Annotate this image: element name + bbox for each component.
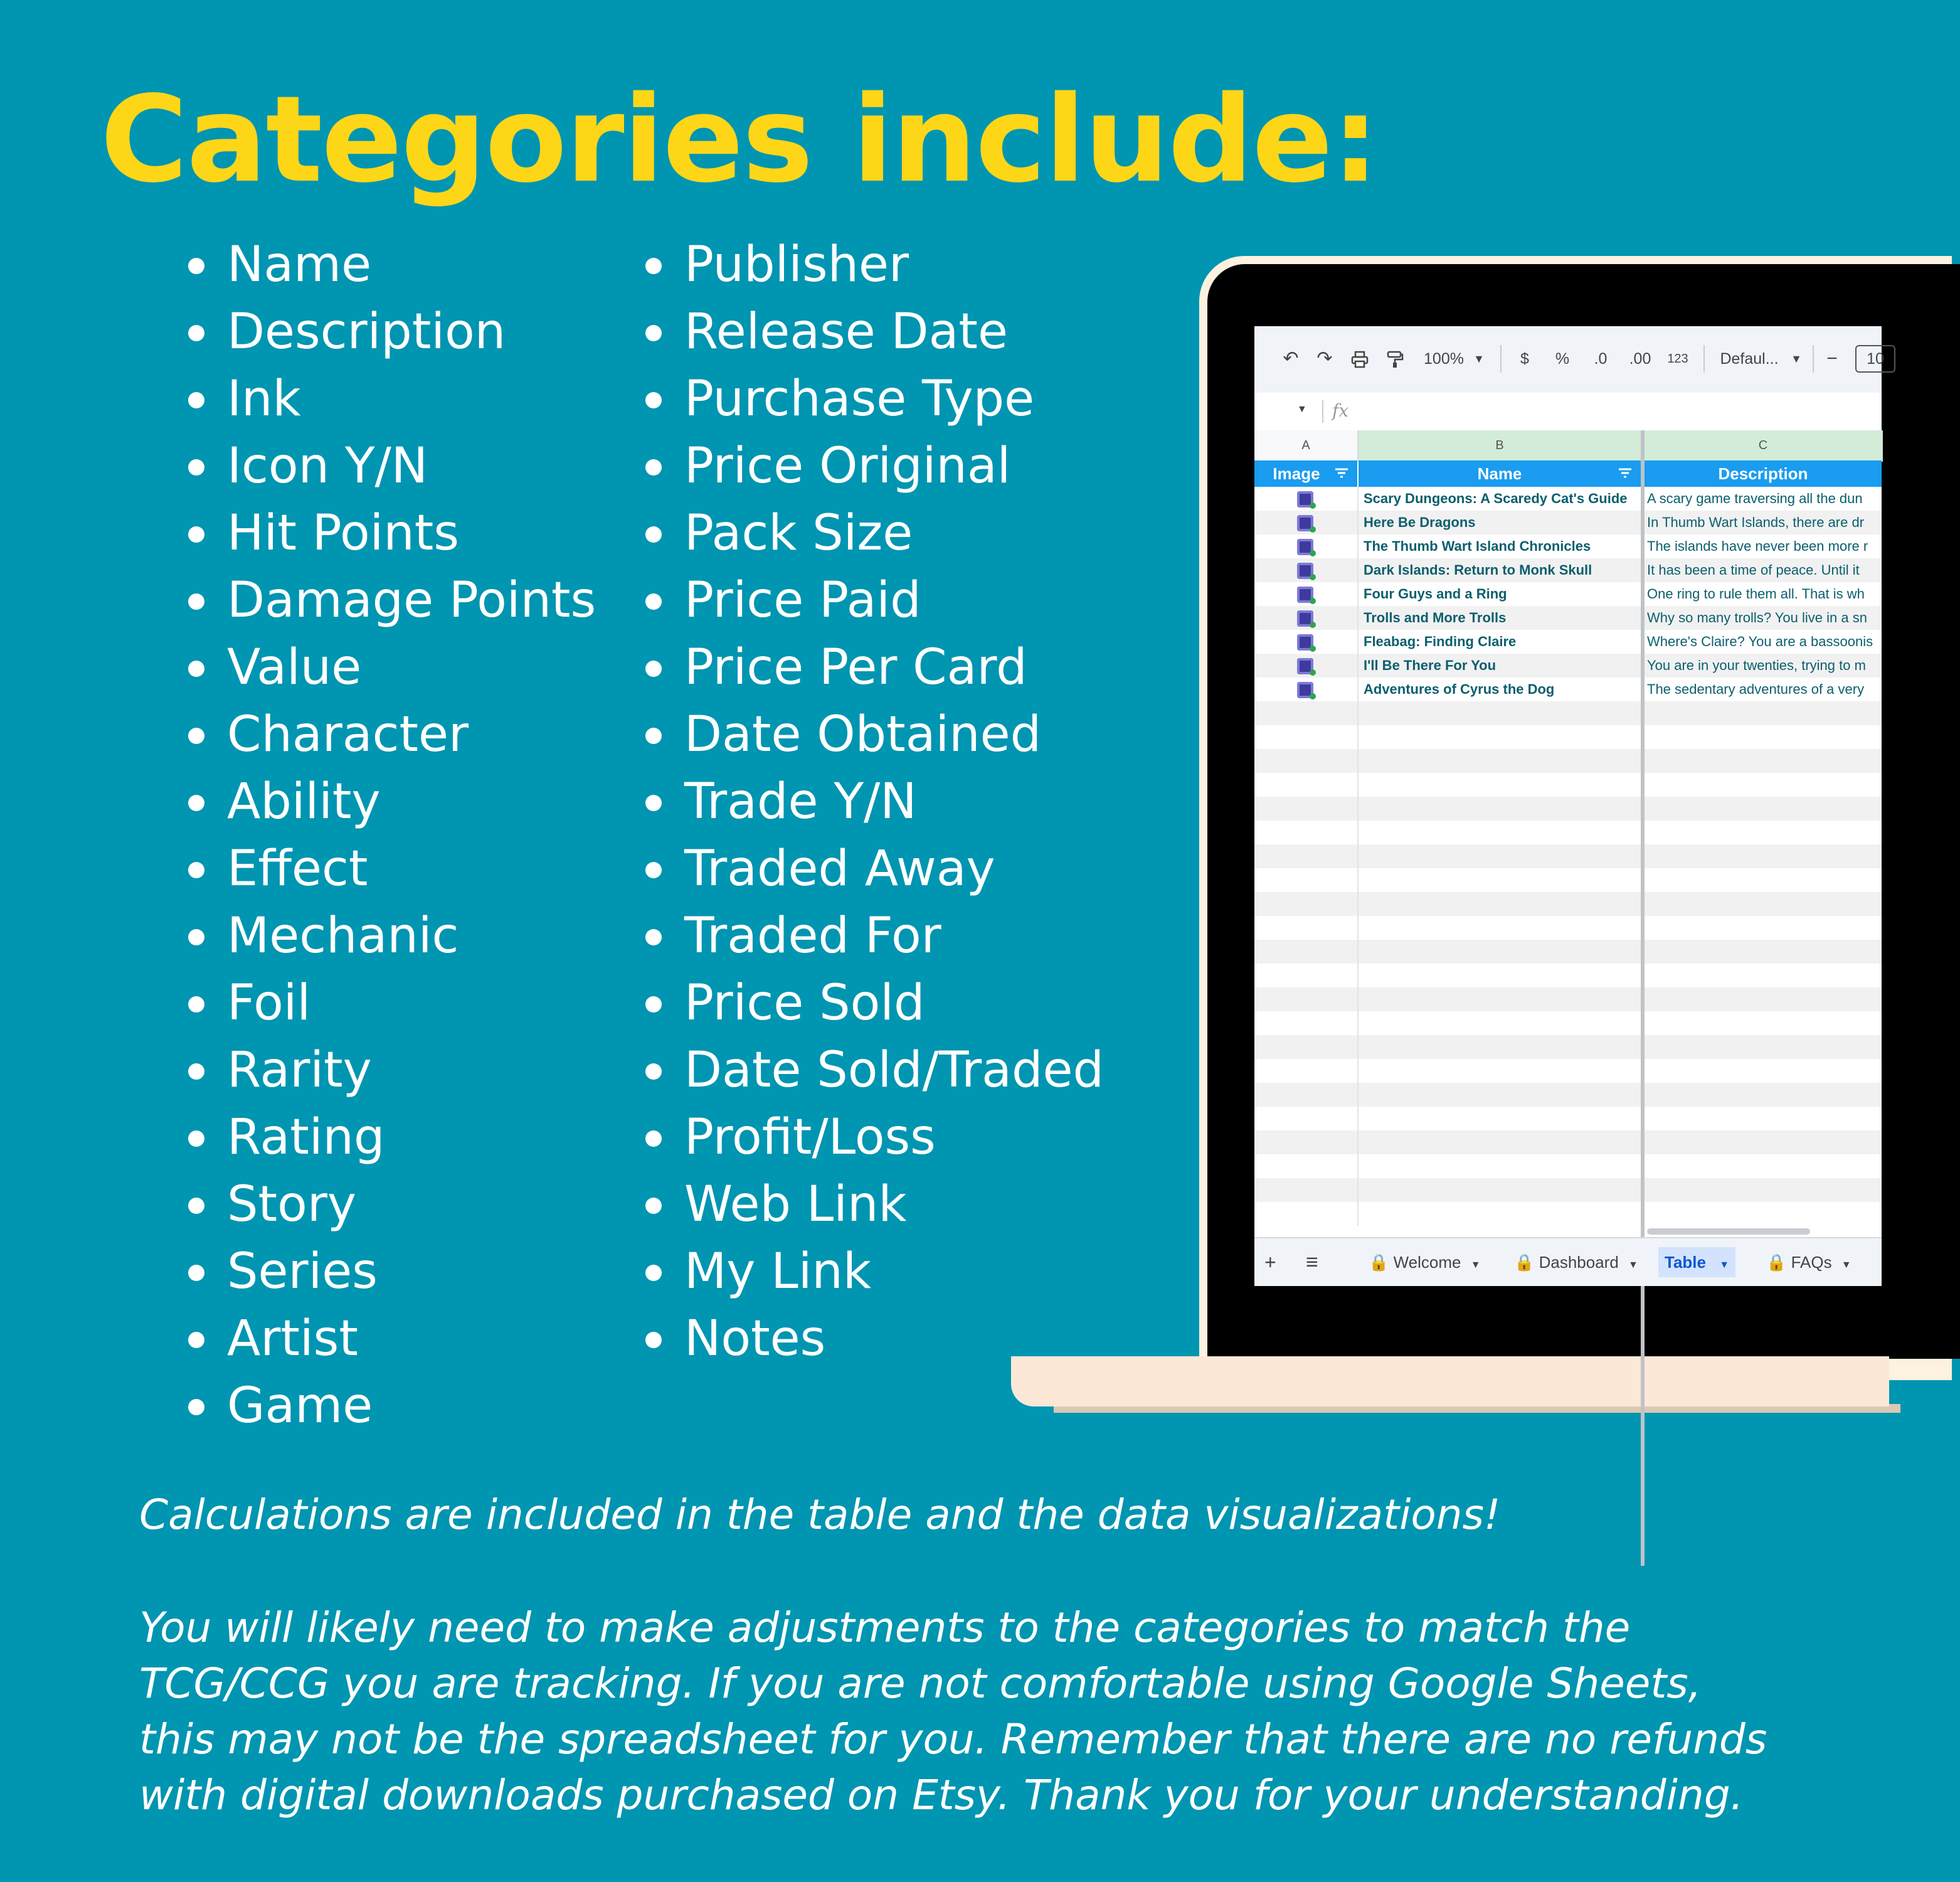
description-cell[interactable] (1645, 1202, 1882, 1226)
zoom-select[interactable] (1419, 345, 1469, 373)
category-item: Series (188, 1238, 596, 1305)
category-item: Damage Points (188, 567, 596, 634)
table-row[interactable] (1254, 773, 1882, 797)
description-cell[interactable] (1645, 1083, 1882, 1107)
image-cell[interactable] (1254, 678, 1359, 701)
name-cell[interactable] (1359, 701, 1640, 725)
column-header-a[interactable]: A (1254, 430, 1359, 462)
image-cell[interactable] (1254, 987, 1359, 1011)
tab-label: Dashboard (1539, 1253, 1619, 1272)
toolbar-divider (1703, 345, 1705, 373)
table-row[interactable] (1254, 1107, 1882, 1130)
table-row[interactable] (1254, 1011, 1882, 1035)
chevron-down-icon[interactable]: ▼ (1719, 1260, 1730, 1270)
image-cell[interactable] (1254, 534, 1359, 558)
table-header-image[interactable] (1254, 460, 1357, 487)
table-row[interactable] (1254, 1130, 1882, 1154)
description-cell[interactable] (1645, 821, 1882, 844)
table-row[interactable] (1254, 487, 1882, 511)
name-cell[interactable] (1359, 1083, 1640, 1107)
card-thumbnail-icon (1297, 610, 1313, 627)
chevron-down-icon[interactable]: ▼ (1470, 1260, 1481, 1270)
category-item: Rating (188, 1104, 596, 1171)
category-item: Date Obtained (645, 701, 1104, 768)
name-cell[interactable] (1359, 1011, 1640, 1035)
card-thumbnail-icon (1297, 515, 1313, 531)
name-box-chevron-down-icon[interactable]: ▼ (1297, 404, 1307, 415)
image-cell[interactable] (1254, 701, 1359, 725)
category-item: Artist (188, 1305, 596, 1373)
table-row[interactable] (1254, 964, 1882, 987)
category-item: Traded Away (645, 836, 1104, 903)
image-cell[interactable] (1254, 1035, 1359, 1059)
description-cell[interactable]: Why so many trolls? You live in a sn (1647, 610, 1867, 625)
disclaimer-line: TCG/CCG you are tracking. If you are not comfortable using Google Sheets, (139, 1659, 1702, 1708)
description-cell[interactable] (1645, 1059, 1882, 1083)
category-item: Trade Y/N (645, 768, 1104, 836)
name-cell[interactable] (1359, 797, 1640, 821)
card-thumbnail-icon (1297, 658, 1313, 674)
category-item: Game (188, 1373, 596, 1440)
image-cell[interactable] (1254, 630, 1359, 654)
category-item: Hit Points (188, 500, 596, 567)
category-item: Description (188, 299, 596, 366)
description-cell[interactable] (1645, 725, 1882, 749)
description-cell[interactable] (1645, 892, 1882, 916)
font-select[interactable]: Defaul... (1720, 350, 1779, 368)
paint-format-icon[interactable] (1382, 345, 1407, 373)
card-thumbnail-icon (1297, 563, 1313, 579)
description-cell[interactable]: A scary game traversing all the dun (1647, 491, 1863, 506)
table-row[interactable] (1254, 630, 1882, 654)
image-cell[interactable] (1254, 797, 1359, 821)
zoom-chevron-down-icon[interactable]: ▼ (1473, 353, 1485, 365)
table-row[interactable] (1254, 511, 1882, 534)
category-item: Date Sold/Traded (645, 1037, 1104, 1104)
image-cell[interactable] (1254, 1011, 1359, 1035)
image-cell[interactable] (1254, 1059, 1359, 1083)
description-cell[interactable]: The sedentary adventures of a very (1647, 681, 1865, 697)
lock-icon: 🔒 (1514, 1253, 1535, 1272)
name-cell[interactable] (1359, 987, 1640, 1011)
table-row[interactable] (1254, 678, 1882, 701)
decrease-font-size-button[interactable]: − (1826, 348, 1838, 369)
table-row[interactable] (1254, 582, 1882, 606)
name-cell[interactable]: Scary Dungeons: A Scaredy Cat's Guide (1364, 491, 1628, 506)
calculations-note: Calculations are included in the table and the data visualizations! (139, 1491, 1501, 1539)
chevron-down-icon[interactable]: ▼ (1628, 1260, 1638, 1270)
description-cell[interactable] (1645, 773, 1882, 797)
image-cell[interactable] (1254, 725, 1359, 749)
image-cell[interactable] (1254, 1154, 1359, 1178)
image-cell[interactable] (1254, 1107, 1359, 1130)
image-cell[interactable] (1254, 487, 1359, 511)
toolbar-divider (1500, 345, 1502, 373)
filter-icon[interactable] (1618, 468, 1632, 479)
card-thumbnail-icon (1297, 539, 1313, 555)
category-item: Price Sold (645, 970, 1104, 1037)
category-item: Value (188, 634, 596, 701)
name-cell[interactable] (1359, 773, 1640, 797)
name-cell[interactable]: Trolls and More Trolls (1364, 610, 1507, 625)
name-cell[interactable]: Here Be Dragons (1364, 514, 1476, 530)
toolbar-divider (1813, 345, 1814, 373)
name-cell[interactable] (1359, 916, 1640, 940)
tab-label: FAQs (1791, 1253, 1832, 1272)
sheet-toolbar (1254, 326, 1882, 393)
image-cell[interactable] (1254, 892, 1359, 916)
name-cell[interactable] (1359, 821, 1640, 844)
image-cell[interactable] (1254, 1202, 1359, 1226)
table-row[interactable] (1254, 654, 1882, 678)
name-cell[interactable] (1359, 1154, 1640, 1178)
category-item: Profit/Loss (645, 1104, 1104, 1171)
print-icon[interactable] (1346, 345, 1374, 373)
category-item: Price Paid (645, 567, 1104, 634)
category-item: Purchase Type (645, 366, 1104, 433)
image-cell[interactable] (1254, 749, 1359, 773)
tab-label: Welcome (1393, 1253, 1461, 1272)
category-item: Foil (188, 970, 596, 1037)
categories-list-right (645, 231, 1104, 1373)
description-cell[interactable]: It has been a time of peace. Until it (1647, 562, 1860, 578)
card-thumbnail-icon (1297, 682, 1313, 698)
increase-decimal-button[interactable]: .00 (1629, 350, 1651, 368)
table-row[interactable] (1254, 749, 1882, 773)
table-row[interactable] (1254, 821, 1882, 844)
spreadsheet-window (1254, 326, 1882, 1285)
name-cell[interactable]: I'll Be There For You (1364, 657, 1496, 673)
table-row[interactable] (1254, 1202, 1882, 1226)
horizontal-scrollbar[interactable] (1647, 1228, 1810, 1235)
name-cell[interactable] (1359, 1059, 1640, 1083)
table-row[interactable] (1254, 940, 1882, 964)
formula-divider (1322, 400, 1323, 423)
card-thumbnail-icon (1297, 587, 1313, 603)
category-item: Mechanic (188, 903, 596, 970)
category-item: Price Original (645, 433, 1104, 500)
image-cell[interactable] (1254, 582, 1359, 606)
description-cell[interactable]: Where's Claire? You are a bassoonis (1647, 634, 1873, 649)
description-cell[interactable]: The islands have never been more r (1647, 538, 1868, 554)
header-label: Name (1477, 464, 1522, 483)
image-cell[interactable] (1254, 940, 1359, 964)
name-cell[interactable]: Fleabag: Finding Claire (1364, 634, 1517, 649)
tab-faqs[interactable] (1760, 1247, 1858, 1277)
chevron-down-icon[interactable]: ▼ (1841, 1260, 1851, 1270)
image-cell[interactable] (1254, 868, 1359, 892)
category-item: Effect (188, 836, 596, 903)
table-row[interactable] (1254, 916, 1882, 940)
name-cell[interactable] (1359, 892, 1640, 916)
font-chevron-down-icon[interactable]: ▼ (1791, 353, 1802, 365)
category-item: Icon Y/N (188, 433, 596, 500)
currency-format-button[interactable]: $ (1520, 350, 1529, 368)
table-row[interactable] (1254, 1083, 1882, 1107)
image-cell[interactable] (1254, 511, 1359, 534)
table-row[interactable] (1254, 892, 1882, 916)
description-cell[interactable]: You are in your twenties, trying to m (1647, 657, 1866, 673)
table-row[interactable] (1254, 1178, 1882, 1202)
description-cell[interactable] (1645, 797, 1882, 821)
image-cell[interactable] (1254, 654, 1359, 678)
table-row[interactable] (1254, 534, 1882, 558)
category-item: Story (188, 1171, 596, 1238)
description-cell[interactable] (1645, 701, 1882, 725)
description-cell[interactable] (1645, 844, 1882, 868)
category-item: Character (188, 701, 596, 768)
category-item: Ability (188, 768, 596, 836)
category-item: Pack Size (645, 500, 1104, 567)
description-cell[interactable]: In Thumb Wart Islands, there are dr (1647, 514, 1865, 530)
page-heading: Categories include: (100, 70, 1379, 209)
image-cell[interactable] (1254, 606, 1359, 630)
table-row[interactable] (1254, 701, 1882, 725)
category-item: Traded For (645, 903, 1104, 970)
name-cell[interactable] (1359, 940, 1640, 964)
table-row[interactable] (1254, 987, 1882, 1011)
table-row[interactable] (1254, 797, 1882, 821)
redo-icon[interactable]: ↷ (1316, 348, 1333, 369)
name-cell[interactable]: Dark Islands: Return to Monk Skull (1364, 562, 1592, 578)
column-header-b[interactable]: B (1359, 430, 1642, 462)
sheet-tab-bar (1254, 1237, 1882, 1286)
name-cell[interactable] (1359, 1202, 1640, 1226)
name-cell[interactable] (1359, 868, 1640, 892)
image-cell[interactable] (1254, 773, 1359, 797)
table-row[interactable] (1254, 725, 1882, 749)
font-size-input[interactable]: 10 (1855, 345, 1895, 373)
percent-format-button[interactable]: % (1555, 350, 1570, 368)
category-item: Publisher (645, 231, 1104, 299)
more-formats-button[interactable]: 123 (1667, 352, 1688, 366)
description-cell[interactable] (1645, 1130, 1882, 1154)
frozen-column-divider[interactable] (1641, 430, 1645, 1566)
filter-icon[interactable] (1335, 468, 1348, 479)
image-cell[interactable] (1254, 844, 1359, 868)
description-cell[interactable] (1645, 1011, 1882, 1035)
name-cell[interactable]: Four Guys and a Ring (1364, 586, 1507, 602)
categories-list-left (188, 231, 596, 1440)
disclaimer-line: this may not be the spreadsheet for you. Remember that there are no refunds (139, 1715, 1767, 1763)
lock-icon: 🔒 (1766, 1253, 1787, 1272)
description-cell[interactable]: One ring to rule them all. That is wh (1647, 586, 1865, 602)
category-item: Ink (188, 366, 596, 433)
table-row[interactable] (1254, 558, 1882, 582)
table-row[interactable] (1254, 1035, 1882, 1059)
image-cell[interactable] (1254, 1083, 1359, 1107)
tab-table[interactable] (1658, 1247, 1735, 1277)
table-row[interactable] (1254, 606, 1882, 630)
description-cell[interactable] (1645, 987, 1882, 1011)
table-row[interactable] (1254, 868, 1882, 892)
disclaimer-line: You will likely need to make adjustments to the categories to match the (139, 1603, 1631, 1652)
category-item: Name (188, 231, 596, 299)
formula-bar (1254, 393, 1882, 432)
table-row[interactable] (1254, 1059, 1882, 1083)
fx-icon: fx (1332, 400, 1349, 421)
description-cell[interactable] (1645, 749, 1882, 773)
image-cell[interactable] (1254, 964, 1359, 987)
description-cell[interactable] (1645, 1178, 1882, 1202)
card-thumbnail-icon (1297, 634, 1313, 651)
name-cell[interactable] (1359, 725, 1640, 749)
disclaimer-line: with digital downloads purchased on Etsy. Thank you for your understanding. (139, 1771, 1744, 1819)
column-header-c[interactable]: C (1645, 430, 1883, 462)
name-cell[interactable] (1359, 1130, 1640, 1154)
category-item: Web Link (645, 1171, 1104, 1238)
decrease-decimal-button[interactable]: .0 (1594, 350, 1608, 368)
category-item: Price Per Card (645, 634, 1104, 701)
category-item: Notes (645, 1305, 1104, 1373)
name-cell[interactable] (1359, 749, 1640, 773)
table-header-description[interactable] (1645, 460, 1882, 487)
image-cell[interactable] (1254, 1178, 1359, 1202)
table-header-name[interactable] (1359, 460, 1641, 487)
zoom-value: 100% (1424, 350, 1464, 368)
tab-label: Table (1665, 1253, 1706, 1272)
tab-welcome[interactable] (1362, 1247, 1487, 1277)
lock-icon: 🔒 (1369, 1253, 1389, 1272)
header-label: Image (1273, 464, 1320, 483)
name-cell[interactable] (1359, 1178, 1640, 1202)
name-cell[interactable] (1359, 1035, 1640, 1059)
image-cell[interactable] (1254, 558, 1359, 582)
category-item: Rarity (188, 1037, 596, 1104)
description-cell[interactable] (1645, 964, 1882, 987)
image-cell[interactable] (1254, 821, 1359, 844)
laptop-base (1011, 1356, 1889, 1406)
description-cell[interactable] (1645, 1107, 1882, 1130)
name-cell[interactable]: The Thumb Wart Island Chronicles (1364, 538, 1591, 554)
undo-icon[interactable]: ↶ (1283, 348, 1299, 369)
image-cell[interactable] (1254, 1130, 1359, 1154)
name-cell[interactable] (1359, 1107, 1640, 1130)
image-cell[interactable] (1254, 916, 1359, 940)
category-item: Release Date (645, 299, 1104, 366)
add-sheet-button[interactable]: + (1264, 1251, 1276, 1273)
all-sheets-menu-icon[interactable]: ≡ (1306, 1250, 1318, 1274)
name-cell[interactable] (1359, 844, 1640, 868)
tab-dashboard[interactable] (1508, 1247, 1645, 1277)
description-cell[interactable] (1645, 1035, 1882, 1059)
table-row[interactable] (1254, 1154, 1882, 1178)
description-cell[interactable] (1645, 940, 1882, 964)
category-item: My Link (645, 1238, 1104, 1305)
description-cell[interactable] (1645, 916, 1882, 940)
description-cell[interactable] (1645, 868, 1882, 892)
name-cell[interactable]: Adventures of Cyrus the Dog (1364, 681, 1555, 697)
card-thumbnail-icon (1297, 491, 1313, 508)
table-row[interactable] (1254, 844, 1882, 868)
description-cell[interactable] (1645, 1154, 1882, 1178)
disclaimer-note (139, 1600, 1767, 1823)
name-cell[interactable] (1359, 964, 1640, 987)
header-label: Description (1718, 464, 1808, 483)
